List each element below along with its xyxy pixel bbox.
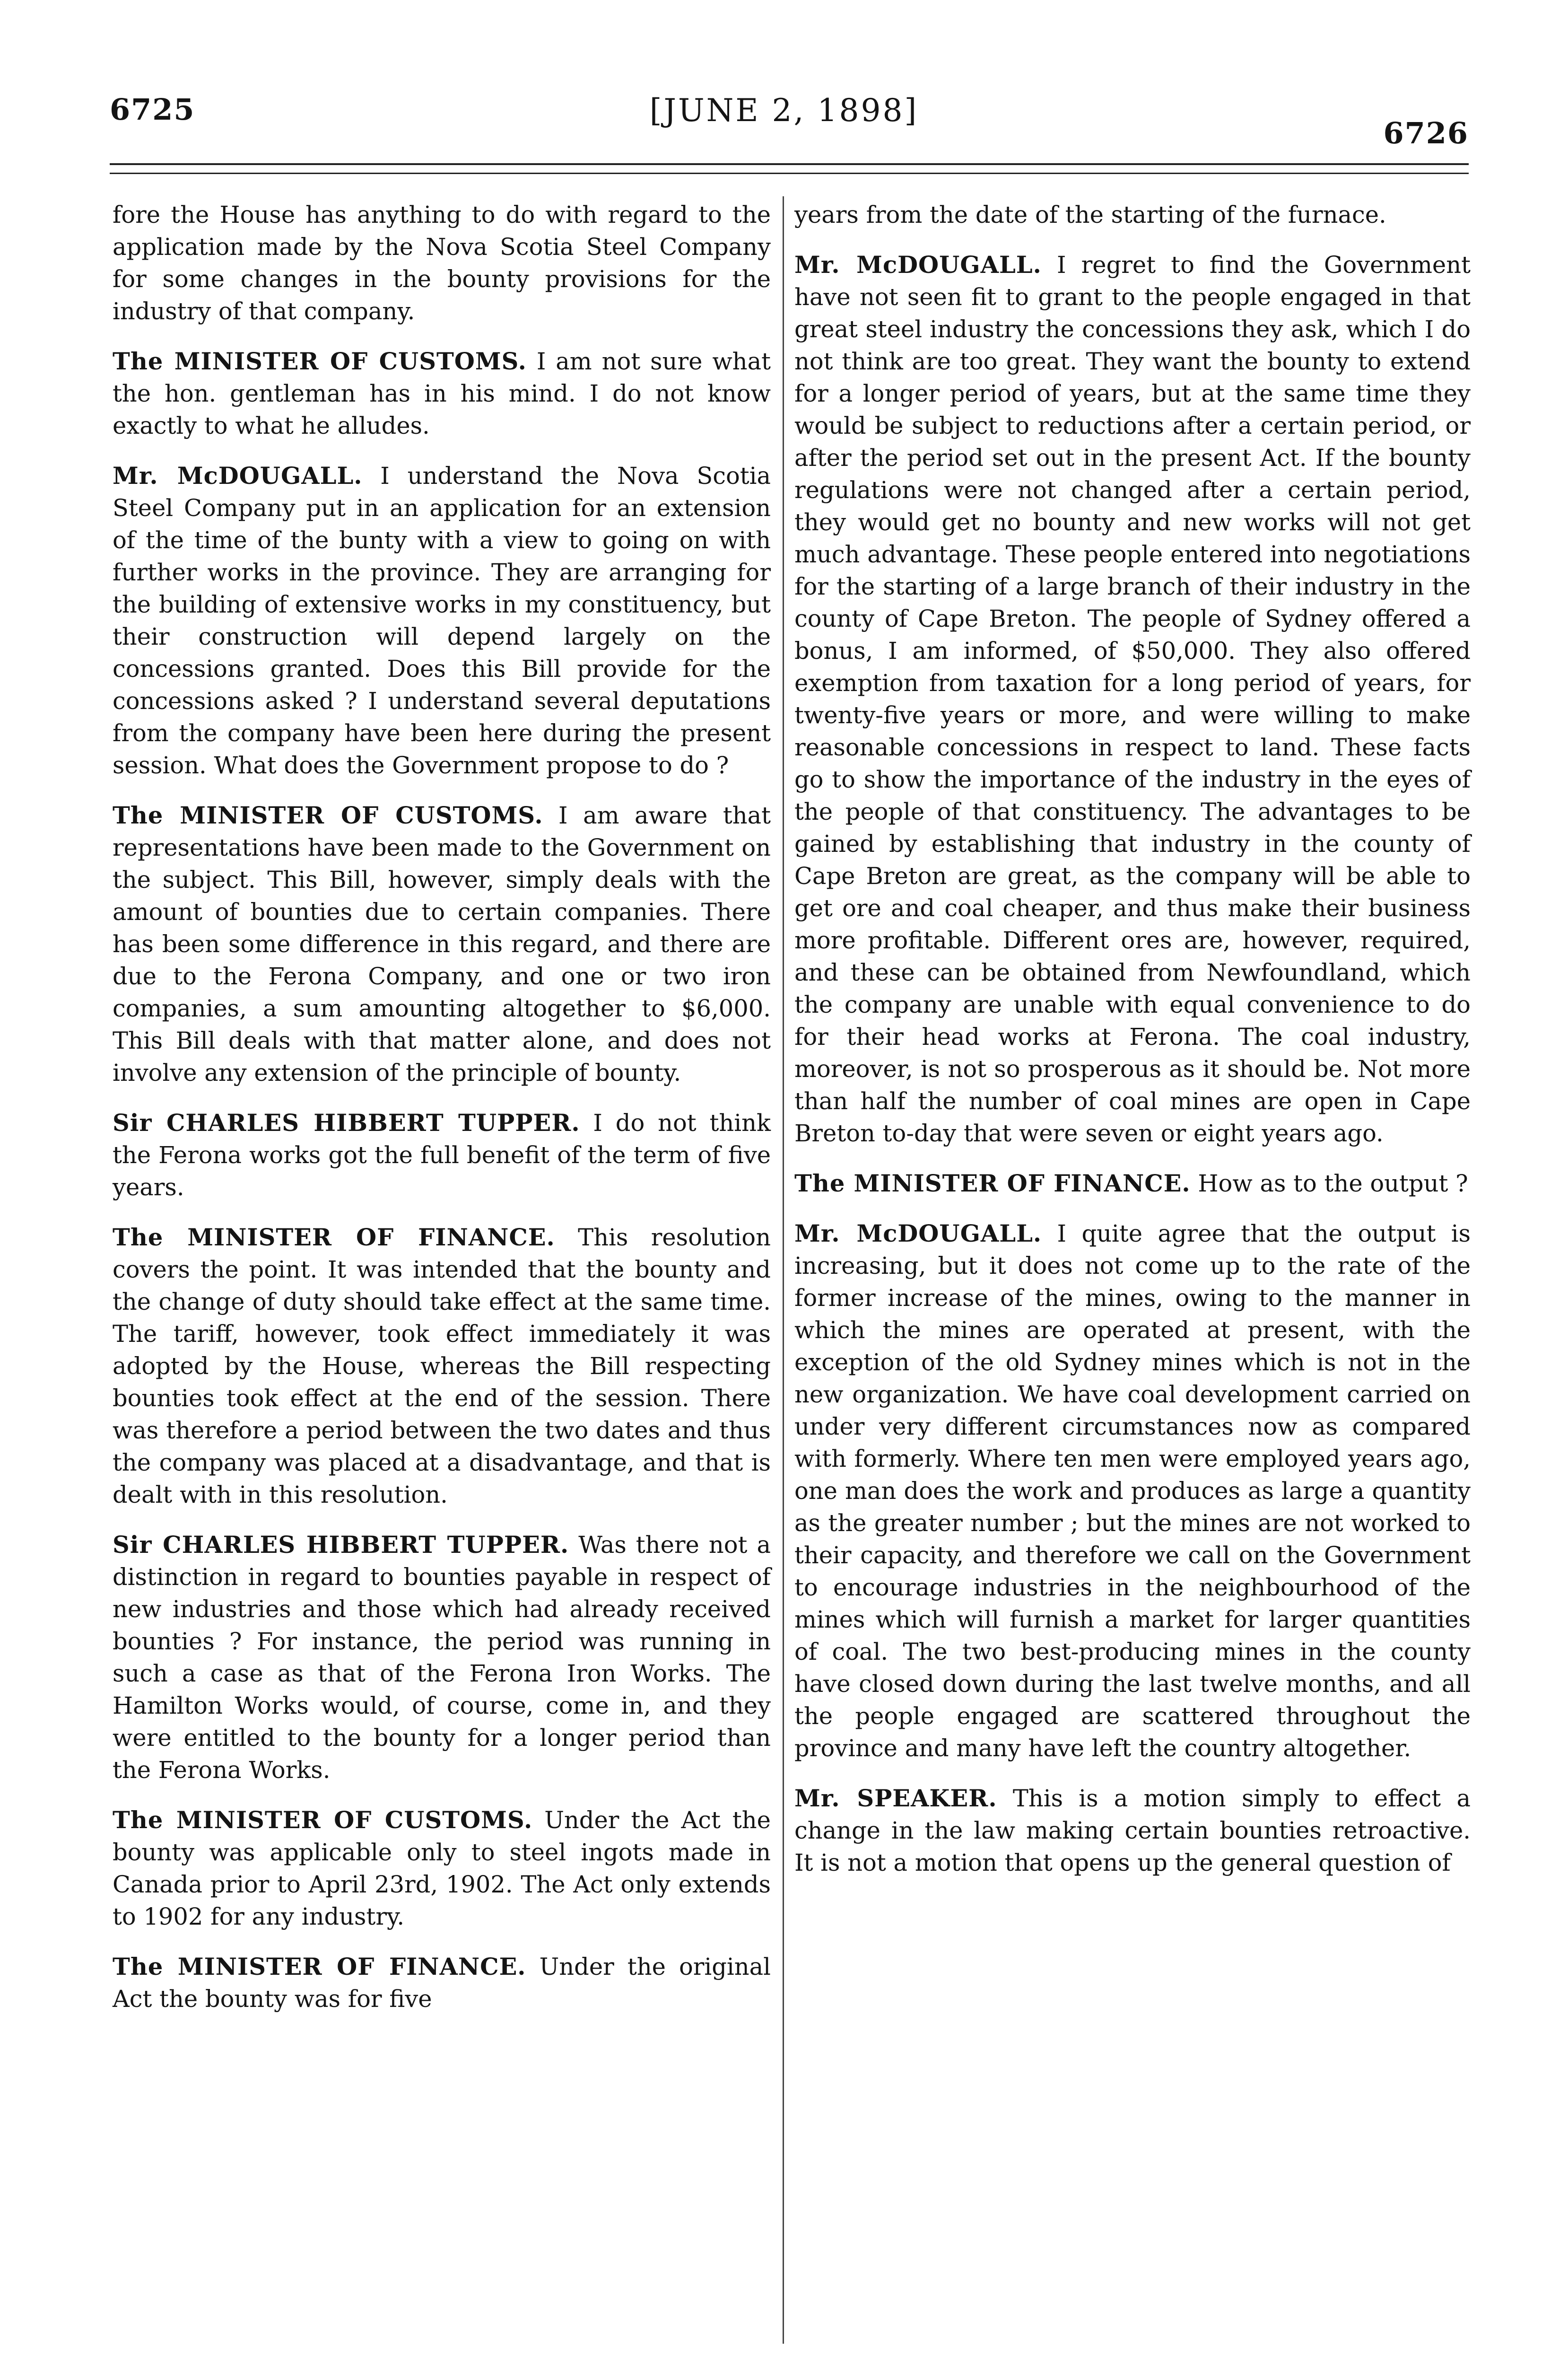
column-separator — [783, 196, 784, 2344]
header-rule-double — [110, 173, 1469, 174]
header-rule — [110, 163, 1469, 165]
speech-text: Under the Act the bounty was applicable only to steel ingots made in Canada prior to April 23rd, 1902. The Act only extends to 1902 for any industry. — [113, 1806, 771, 1930]
speech-text: I am not sure what the hon. gentleman has in his mind. I do not know exactly to what he alludes. — [113, 348, 771, 439]
speech-text: This is a motion simply to effect a change in the law making certain bounties retroactive. It is not a motion that opens up the general question of — [794, 1785, 1471, 1876]
speech-text: This resolution covers the point. It was intended that the bounty and the change of duty should take effect at the same time. The tariff, however, took effect immediately it was adopted by the House, whereas the Bill respecting bounties took effect at the end of the session. There was therefore a period between the two dates and thus the company was placed at a disadvantage, and that is dealt with in this resolution. — [113, 1224, 771, 1508]
speech-text: Was there not a distinction in regard to bounties payable in respect of new industries and those which had already received bounties ? For instance, the period was running in such a case as that of the Ferona Iron Works. The Hamilton Works would, of course, come in, and they were entitled to the bounty for a longer period than the Ferona Works. — [113, 1531, 771, 1784]
page-number-left: 6725 — [110, 92, 195, 127]
speaker-name: The MINISTER OF FINANCE. — [794, 1170, 1191, 1197]
speaker-name: Mr. McDOUGALL. — [113, 462, 363, 490]
speaker-name: The MINISTER OF CUSTOMS. — [113, 1806, 533, 1834]
speaker-name: Sir CHARLES HIBBERT TUPPER. — [113, 1109, 580, 1137]
speaker-name: The MINISTER OF CUSTOMS. — [113, 802, 543, 829]
page-number-right: 6726 — [1383, 116, 1469, 150]
speaker-name: Sir CHARLES HIBBERT TUPPER. — [113, 1531, 569, 1559]
paragraph — [113, 1951, 771, 2015]
paragraph — [113, 799, 771, 1089]
paragraph — [113, 345, 771, 442]
left-column — [113, 199, 771, 2033]
speech-text: I quite agree that the output is increasing, but it does not come up to the rate of the former increase of the mines, owing to the manner in which the mines are operated at present, with the exception of the old Sydney mines which is not in the new organization. We have coal development carried on under very different circumstances now as compared with formerly. Where ten men were employed years ago, one man does the work and produces as large a quantity as the greater number ; but the mines are not worked to their capacity, and therefore we call on the Government to encourage industries in the neighbourhood of the mines which will furnish a market for larger quantities of coal. The two best-producing mines in the county have closed down during the last twelve months, and all the people engaged are scattered throughout the province and many have left the country altogether. — [794, 1220, 1471, 1762]
speaker-name: The MINISTER OF FINANCE. — [113, 1224, 555, 1251]
paragraph — [794, 199, 1471, 231]
speech-text: fore the House has anything to do with regard to the application made by the Nova Scotia Steel Company for some changes in the bounty provisions for the industry of that company. — [113, 201, 771, 325]
paragraph — [113, 199, 771, 327]
paragraph — [794, 249, 1471, 1149]
paragraph — [113, 1804, 771, 1933]
page-date-header: [JUNE 2, 1898] — [649, 92, 919, 129]
speech-text: I regret to find the Government have not seen fit to grant to the people engaged in that great steel industry the concessions they ask, which I do not think are too great. They want the bounty to extend for a longer period of years, but at the same time they would be subject to reductions after a certain period, or after the period set out in the present Act. If the bounty regulations were not changed after a certain period, they would get no bounty and new works will not get much advantage. These people entered into negotiations for the starting of a large branch of their industry in the county of Cape Breton. The people of Sydney offered a bonus, I am informed, of $50,000. They also offered exemption from taxation for a long period of years, for twenty-five years or more, and were willing to make reasonable concessions in respect to land. These facts go to show the importance of the industry in the eyes of the people of that constituency. The advantages to be gained by establishing that industry in the county of Cape Breton are great, as the company will be able to get ore and coal cheaper, and thus make their business more profitable. Different ores are, however, required, and these can be obtained from Newfoundland, which the company are unable with equal convenience to do for their head works at Ferona. The coal industry, moreover, is not so prosperous as it should be. Not more than half the number of coal mines are open in Cape Breton to-day that were seven or eight years ago. — [794, 251, 1471, 1147]
speech-text: I am aware that representations have been made to the Government on the subject. This Bill, however, simply deals with the amount of bounties due to certain companies. There has been some difference in this regard, and there are due to the Ferona Company, and one or two iron companies, a sum amounting altogether to $6,000. This Bill deals with that matter alone, and does not involve any extension of the principle of bounty. — [113, 802, 771, 1086]
speech-text: I understand the Nova Scotia Steel Company put in an application for an extension of the time of the bunty with a view to going on with further works in the province. They are arranging for the building of extensive works in my constituency, but their construction will depend largely on the concessions granted. Does this Bill provide for the concessions asked ? I understand several deputations from the company have been here during the present session. What does the Government propose to do ? — [113, 462, 771, 779]
speech-text: Under the original Act the bounty was for five — [113, 1953, 771, 2013]
speaker-name: Mr. McDOUGALL. — [794, 1220, 1042, 1247]
paragraph — [794, 1218, 1471, 1764]
speech-text: years from the date of the starting of the furnace. — [794, 201, 1386, 228]
speech-text: How as to the output ? — [1198, 1170, 1468, 1197]
speaker-name: Mr. McDOUGALL. — [794, 251, 1042, 279]
paragraph — [113, 1221, 771, 1511]
paragraph — [794, 1167, 1471, 1200]
paragraph — [113, 1107, 771, 1203]
right-column — [794, 199, 1471, 1897]
paragraph — [794, 1782, 1471, 1879]
speaker-name: The MINISTER OF CUSTOMS. — [113, 348, 527, 375]
speaker-name: The MINISTER OF FINANCE. — [113, 1953, 526, 1980]
speech-text: I do not think the Ferona works got the full benefit of the term of five years. — [113, 1109, 771, 1201]
speaker-name: Mr. SPEAKER. — [794, 1785, 997, 1812]
paragraph — [113, 1529, 771, 1786]
paragraph — [113, 460, 771, 781]
